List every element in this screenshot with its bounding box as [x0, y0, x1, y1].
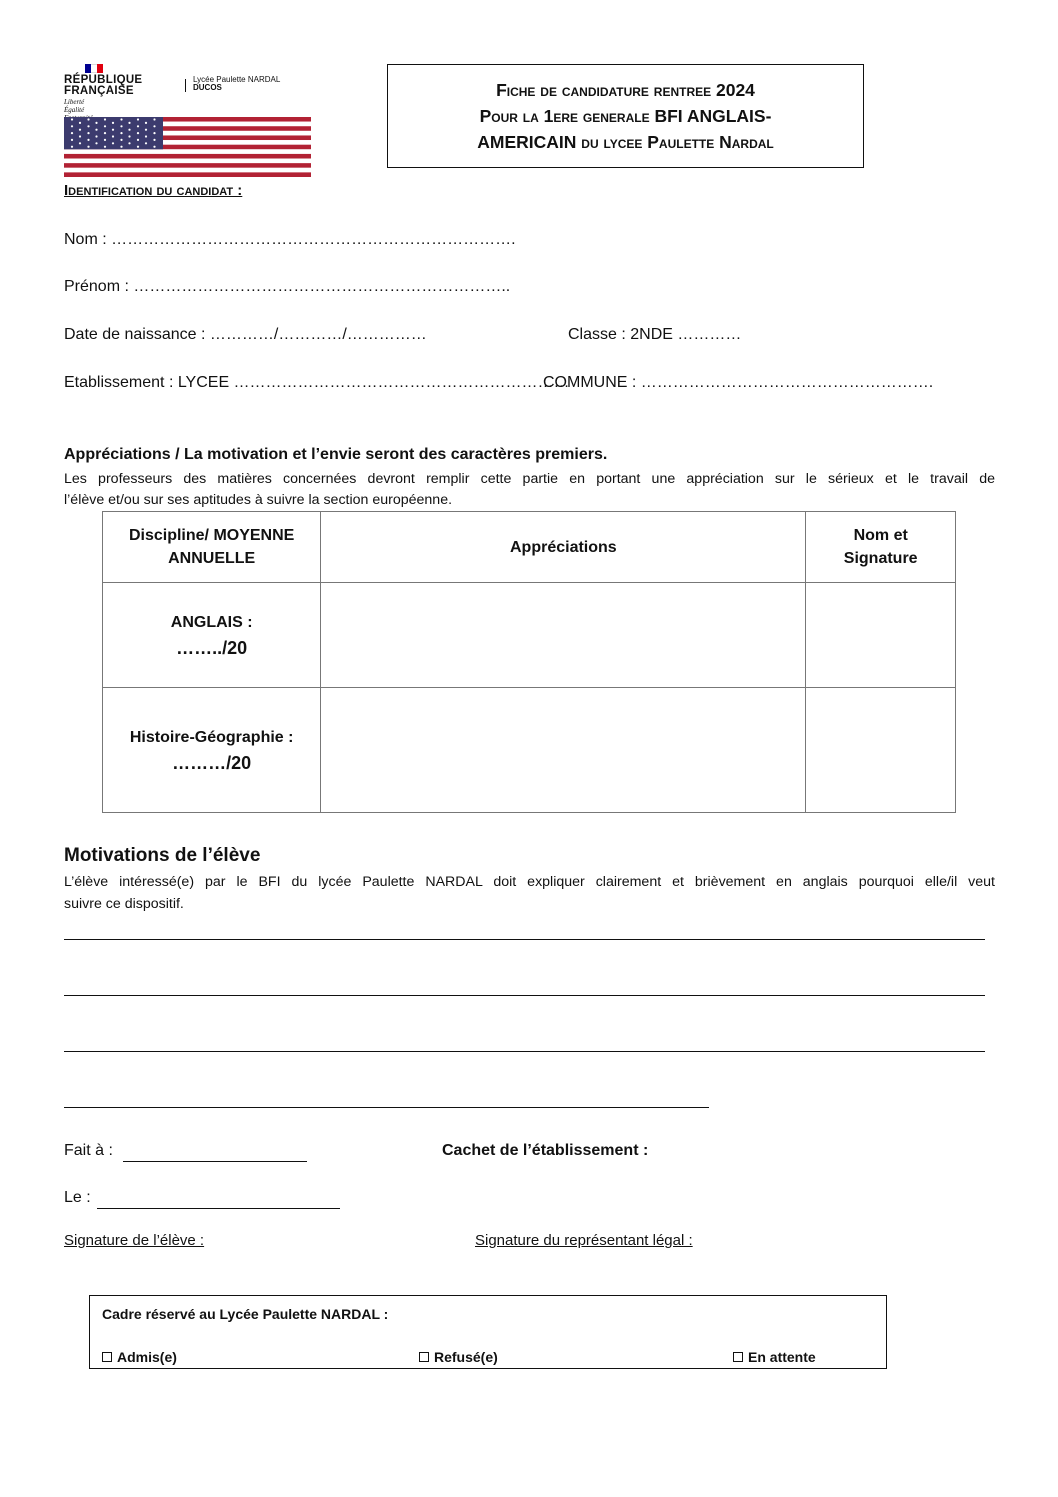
reserved-frame [89, 1295, 887, 1369]
school-name: Lycée Paulette NARDAL DUCOS [193, 75, 281, 92]
checkbox-icon[interactable] [102, 1352, 112, 1362]
header-nom-signature: Nom et Signature [806, 512, 956, 583]
motivation-answer-line[interactable] [64, 995, 985, 996]
motivations-instructions-line1: L’élève intéressé(e) par le BFI du lycée Paulette NARDAL doit expliquer clairement et brièvement en anglais pourquoi elle/il veut [64, 874, 995, 890]
checkbox-icon[interactable] [419, 1352, 429, 1362]
republique-motto: Liberté Égalité [64, 98, 85, 114]
fait-a-label: Fait à : [64, 1142, 113, 1159]
republique-label: RÉPUBLIQUE FRANÇAISE [64, 74, 143, 97]
header-discipline: Discipline/ MOYENNE ANNUELLE [103, 512, 321, 583]
motivation-answer-line[interactable] [64, 939, 985, 940]
motivation-answer-line[interactable] [64, 1051, 985, 1052]
appreciations-heading: Appréciations / La motivation et l’envie seront des caractères premiers. [64, 446, 608, 463]
prenom-field[interactable]: Prénom : …………………………………………………………….. [64, 278, 511, 295]
subject-anglais: ANGLAIS : ……../20 [103, 583, 321, 688]
form-title-line3: AMERICAIN du lycee Paulette Nardal [477, 132, 774, 152]
usa-flag-icon [64, 117, 311, 177]
commune-field[interactable]: COMMUNE : ………………………………………………. [543, 374, 934, 391]
checkbox-icon[interactable] [733, 1352, 743, 1362]
form-title-box [387, 64, 864, 168]
le-label: Le : [64, 1189, 91, 1206]
table-row [103, 688, 956, 813]
appreciations-table [102, 511, 956, 813]
classe-field[interactable]: Classe : 2NDE ………… [568, 326, 742, 343]
table-header-row [103, 512, 956, 583]
cachet-label: Cachet de l’établissement : [442, 1142, 649, 1159]
appreciation-anglais-cell[interactable] [321, 583, 806, 688]
motivations-heading: Motivations de l’élève [64, 845, 261, 866]
form-title-line2: Pour la 1ere generale BFI ANGLAIS- [479, 106, 772, 126]
signature-representant-label: Signature du représentant légal : [475, 1232, 693, 1249]
option-en-attente[interactable]: En attente [733, 1349, 816, 1365]
motivation-answer-line[interactable] [64, 1107, 709, 1108]
reserved-title: Cadre réservé au Lycée Paulette NARDAL : [102, 1306, 389, 1322]
etablissement-field[interactable]: Etablissement : LYCEE ……………………………………………………… [64, 374, 570, 391]
logo-separator [185, 79, 186, 92]
signature-histoire-cell[interactable] [806, 688, 956, 813]
fait-a-field[interactable] [123, 1161, 307, 1162]
option-admis[interactable]: Admis(e) [102, 1349, 177, 1365]
date-naissance-field[interactable]: Date de naissance : …………/…………/…………… [64, 326, 427, 343]
header-appreciations: Appréciations [321, 512, 806, 583]
appreciations-instructions-line2: l’élève et/ou sur ses aptitudes à suivre la section européenne. [64, 492, 453, 508]
appreciations-instructions-line1: Les professeurs des matières concernées devront remplir cette partie en portant une appréciation sur le sérieux et le travail de [64, 471, 995, 487]
appreciation-histoire-cell[interactable] [321, 688, 806, 813]
nom-field[interactable]: Nom : …………………………………………………………………. [64, 231, 516, 248]
motivations-instructions-line2: suivre ce dispositif. [64, 896, 184, 912]
le-date-field[interactable] [97, 1208, 340, 1209]
subject-histoire-geographie: Histoire-Géographie : ………/20 [103, 688, 321, 813]
signature-anglais-cell[interactable] [806, 583, 956, 688]
identification-heading: Identification du candidat : [64, 182, 243, 199]
signature-eleve-label: Signature de l’élève : [64, 1232, 205, 1249]
form-title-line1: Fiche de candidature rentree 2024 [496, 80, 755, 100]
option-refuse[interactable]: Refusé(e) [419, 1349, 498, 1365]
marianne-icon [85, 64, 103, 73]
table-row [103, 583, 956, 688]
